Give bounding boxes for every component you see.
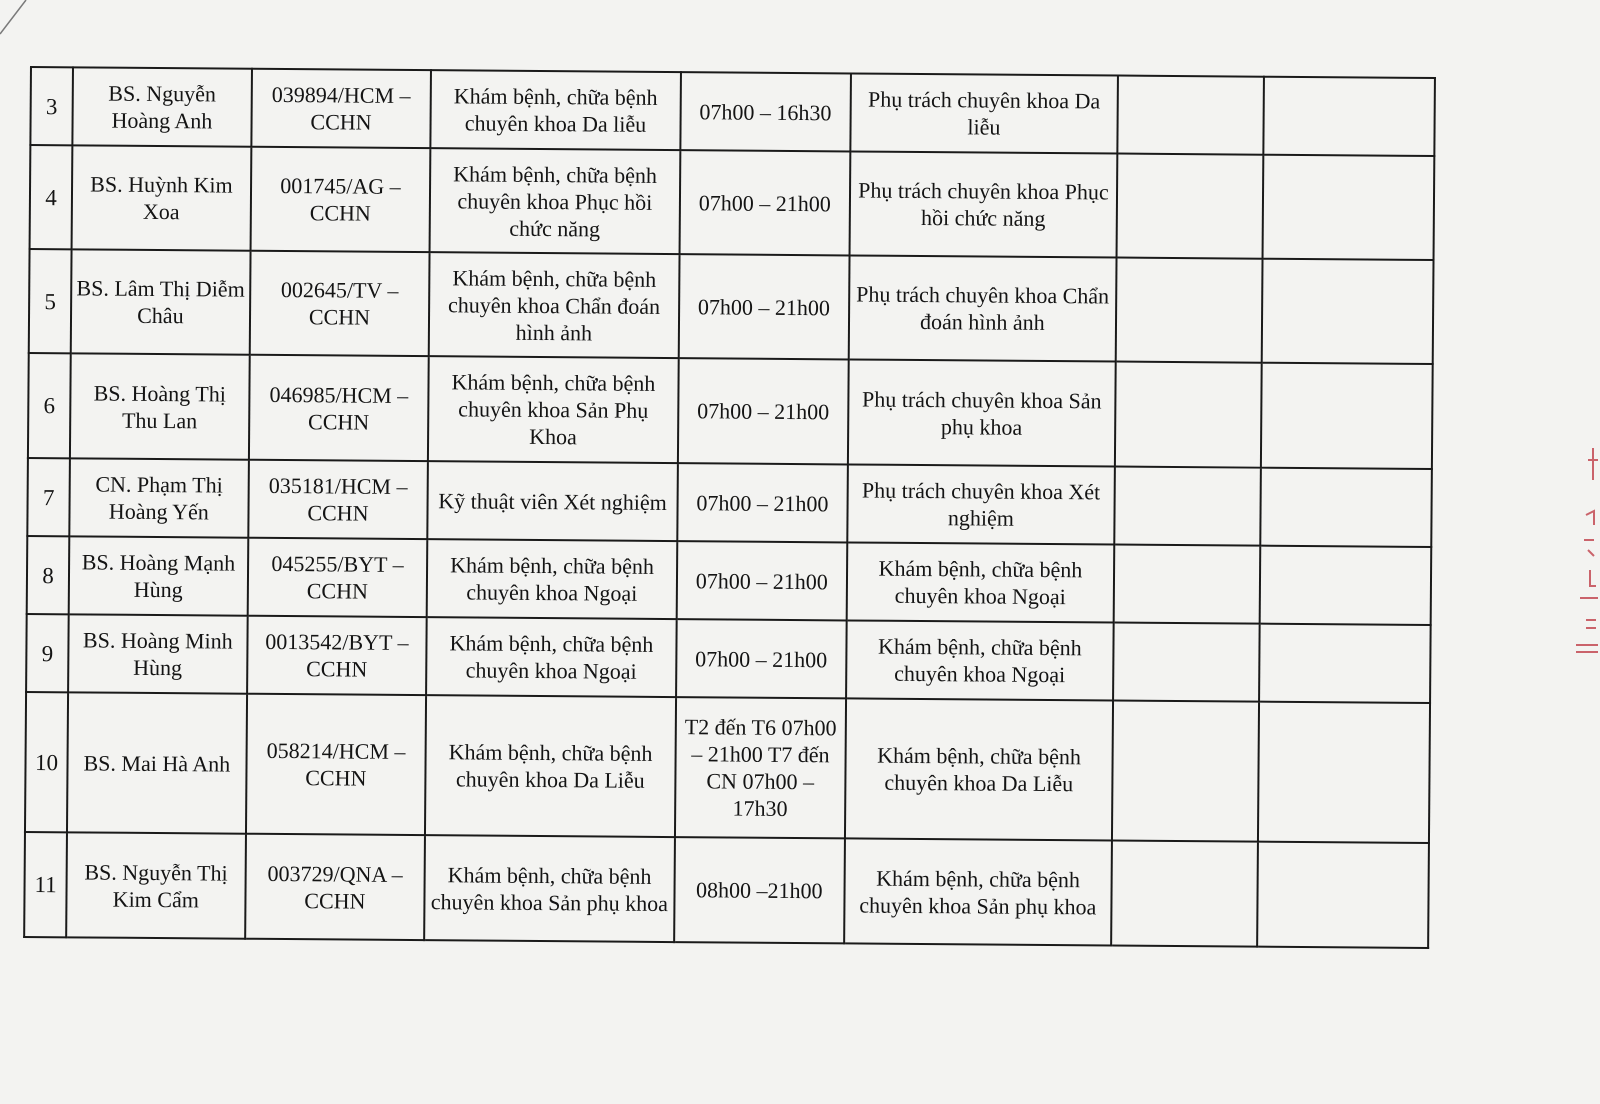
cell-stt: 8 bbox=[27, 536, 70, 614]
cell-hours: 07h00 – 21h00 bbox=[676, 541, 847, 620]
cell-extra-1 bbox=[1112, 701, 1259, 842]
table-row bbox=[27, 458, 1432, 547]
table-row bbox=[28, 353, 1433, 469]
cell-name: BS. Nguyễn Thị Kim Cẩm bbox=[66, 832, 245, 938]
cell-name: BS. Hoàng Minh Hùng bbox=[68, 614, 247, 693]
cell-stt: 4 bbox=[30, 145, 73, 249]
cell-name: BS. Huỳnh Kim Xoa bbox=[72, 145, 251, 250]
cell-scope: Khám bệnh, chữa bệnh chuyên khoa Ngoại bbox=[426, 617, 676, 697]
cell-license: 0013542/BYT – CCHN bbox=[247, 616, 427, 695]
cell-extra-1 bbox=[1116, 258, 1263, 363]
cell-name: BS. Hoàng Thị Thu Lan bbox=[70, 353, 249, 459]
table-row bbox=[25, 692, 1430, 843]
page-corner-fold-mark bbox=[0, 0, 40, 40]
cell-extra-2 bbox=[1259, 546, 1431, 625]
cell-hours: 07h00 – 21h00 bbox=[679, 150, 850, 255]
cell-scope: Khám bệnh, chữa bệnh chuyên khoa Da liễu bbox=[431, 70, 681, 150]
cell-role: Phụ trách chuyên khoa Phục hồi chức năng bbox=[850, 151, 1118, 257]
cell-role: Phụ trách chuyên khoa Chẩn đoán hình ảnh bbox=[849, 255, 1117, 361]
cell-extra-2 bbox=[1259, 624, 1431, 703]
cell-name: CN. Phạm Thị Hoàng Yến bbox=[69, 458, 248, 537]
cell-hours: 07h00 – 21h00 bbox=[676, 619, 847, 698]
cell-scope: Khám bệnh, chữa bệnh chuyên khoa Ngoại bbox=[427, 539, 677, 619]
cell-role: Khám bệnh, chữa bệnh chuyên khoa Da Liễu bbox=[845, 698, 1113, 840]
cell-extra-1 bbox=[1113, 545, 1259, 624]
cell-role: Khám bệnh, chữa bệnh chuyên khoa Ngoại bbox=[847, 542, 1114, 622]
table-row bbox=[30, 145, 1435, 260]
cell-license: 046985/HCM – CCHN bbox=[249, 355, 429, 461]
cell-extra-1 bbox=[1114, 467, 1260, 546]
cell-license: 035181/HCM – CCHN bbox=[248, 460, 428, 539]
cell-license: 003729/QNA – CCHN bbox=[245, 834, 425, 940]
cell-extra-1 bbox=[1111, 841, 1258, 947]
cell-extra-2 bbox=[1260, 363, 1432, 469]
cell-extra-2 bbox=[1262, 155, 1434, 260]
cell-license: 039894/HCM – CCHN bbox=[251, 69, 431, 148]
cell-hours: 07h00 – 21h00 bbox=[678, 358, 849, 464]
cell-extra-1 bbox=[1113, 623, 1259, 702]
cell-stt: 3 bbox=[30, 67, 73, 145]
cell-scope: Khám bệnh, chữa bệnh chuyên khoa Chẩn đoán hình ảnh bbox=[429, 252, 679, 358]
cell-stt: 10 bbox=[25, 692, 68, 832]
cell-name: BS. Nguyễn Hoàng Anh bbox=[72, 67, 251, 146]
cell-role: Khám bệnh, chữa bệnh chuyên khoa Sản phụ khoa bbox=[844, 838, 1112, 945]
cell-extra-1 bbox=[1115, 362, 1262, 468]
cell-role: Khám bệnh, chữa bệnh chuyên khoa Ngoại bbox=[846, 620, 1113, 700]
table-row bbox=[26, 614, 1431, 703]
table-row bbox=[24, 832, 1429, 948]
cell-name: BS. Mai Hà Anh bbox=[67, 692, 247, 833]
cell-scope: Khám bệnh, chữa bệnh chuyên khoa Sản phụ khoa bbox=[424, 835, 674, 942]
cell-stt: 9 bbox=[26, 614, 69, 692]
table-row bbox=[27, 536, 1432, 625]
cell-extra-2 bbox=[1260, 468, 1432, 547]
cell-stt: 7 bbox=[27, 458, 70, 536]
cell-scope: Kỹ thuật viên Xét nghiệm bbox=[428, 461, 678, 541]
cell-license: 058214/HCM – CCHN bbox=[246, 694, 427, 835]
cell-scope: Khám bệnh, chữa bệnh chuyên khoa Phục hồi chức năng bbox=[430, 148, 680, 254]
cell-hours: T2 đến T6 07h00 – 21h00 T7 đến CN 07h00 – 17h30 bbox=[675, 697, 846, 838]
cell-hours: 07h00 – 21h00 bbox=[677, 463, 848, 542]
cell-hours: 08h00 –21h00 bbox=[674, 837, 845, 943]
cell-extra-2 bbox=[1263, 77, 1435, 156]
cell-hours: 07h00 – 21h00 bbox=[678, 254, 849, 359]
cell-scope: Khám bệnh, chữa bệnh chuyên khoa Sản Phụ Khoa bbox=[428, 356, 678, 463]
table-row bbox=[29, 249, 1434, 364]
cell-stt: 11 bbox=[24, 832, 67, 937]
cell-extra-2 bbox=[1257, 842, 1429, 948]
cell-role: Phụ trách chuyên khoa Sản phụ khoa bbox=[848, 359, 1116, 466]
cell-scope: Khám bệnh, chữa bệnh chuyên khoa Da Liễu bbox=[425, 695, 675, 837]
cell-name: BS. Lâm Thị Diễm Châu bbox=[71, 249, 250, 354]
cell-stt: 6 bbox=[28, 353, 71, 458]
cell-extra-2 bbox=[1261, 259, 1433, 364]
cell-hours: 07h00 – 16h30 bbox=[680, 72, 851, 151]
red-stamp-edge bbox=[1568, 440, 1598, 670]
cell-license: 001745/AG – CCHN bbox=[250, 147, 430, 252]
cell-stt: 5 bbox=[29, 249, 72, 353]
cell-name: BS. Hoàng Mạnh Hùng bbox=[69, 536, 248, 615]
table-row bbox=[30, 67, 1435, 156]
cell-extra-1 bbox=[1116, 154, 1263, 259]
cell-license: 045255/BYT – CCHN bbox=[247, 538, 427, 617]
cell-extra-2 bbox=[1258, 702, 1431, 843]
cell-role: Phụ trách chuyên khoa Da liễu bbox=[850, 73, 1117, 153]
cell-license: 002645/TV – CCHN bbox=[249, 251, 429, 356]
staff-table bbox=[23, 66, 1436, 949]
cell-role: Phụ trách chuyên khoa Xét nghiệm bbox=[847, 464, 1114, 544]
cell-extra-1 bbox=[1117, 76, 1263, 155]
